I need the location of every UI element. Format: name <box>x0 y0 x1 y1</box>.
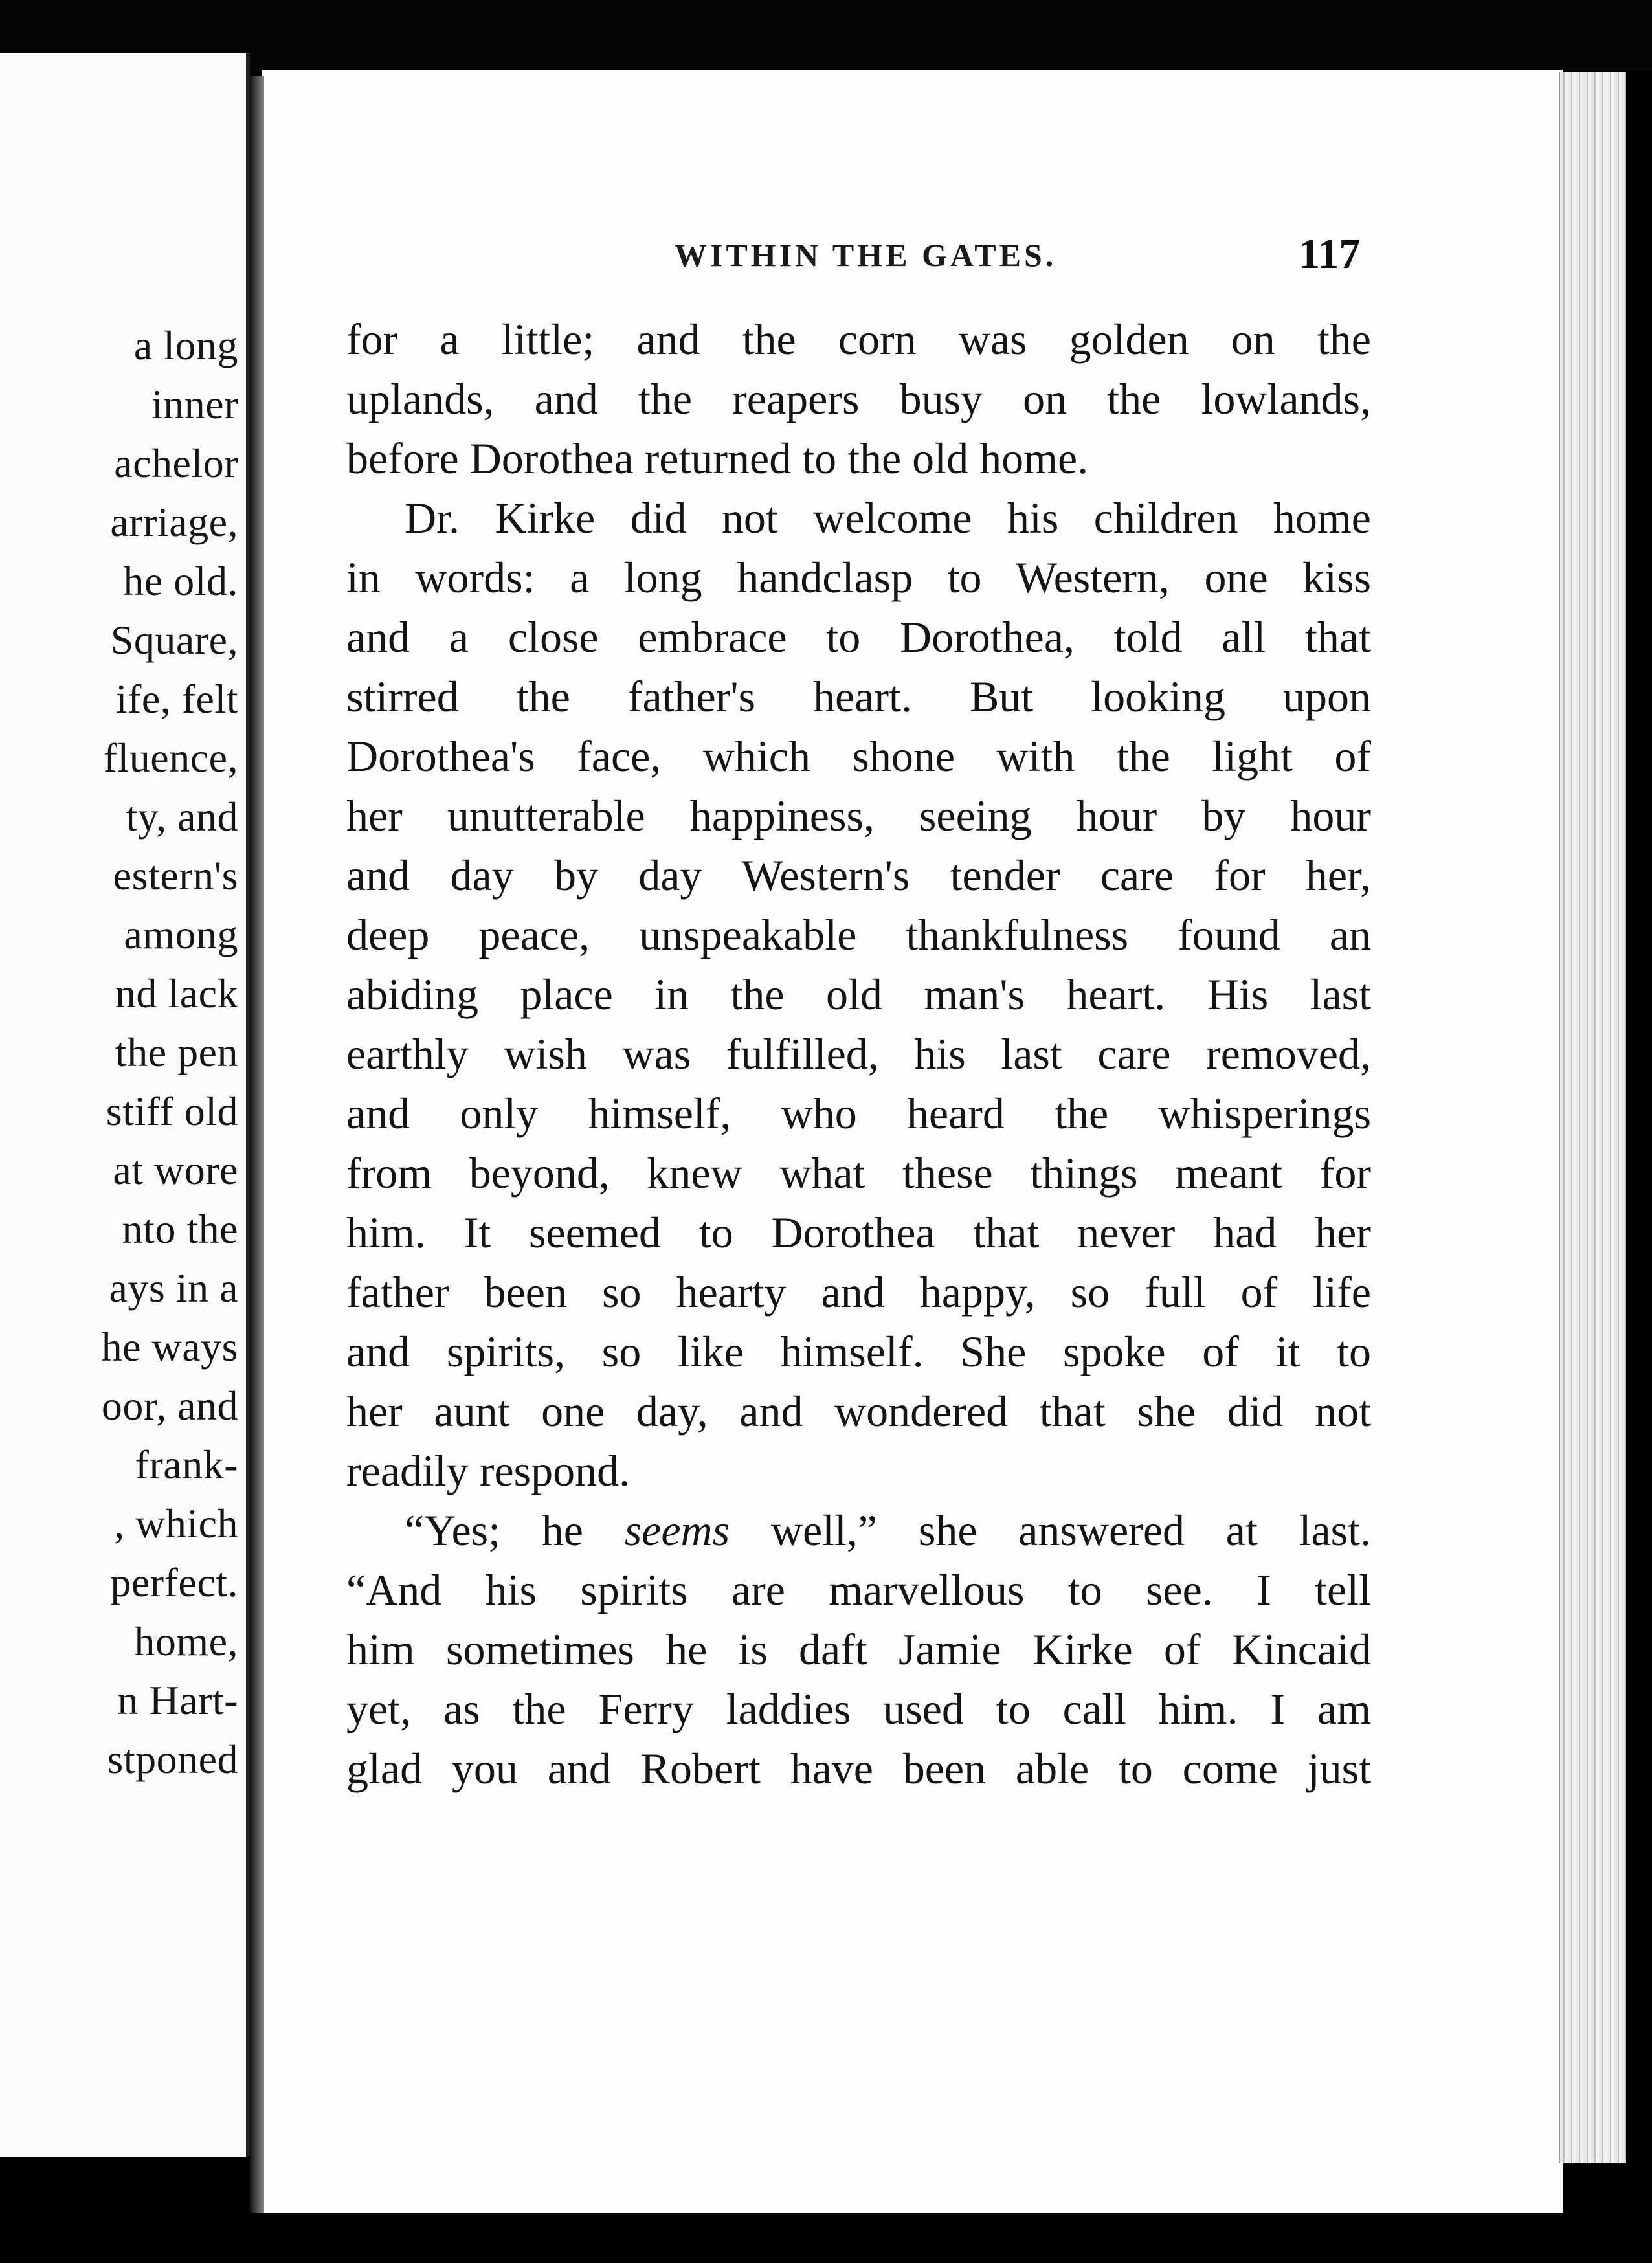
text-line: her unutterable happiness, seeing hour by hour <box>346 791 1371 840</box>
running-head: WITHIN THE GATES. <box>675 237 1057 273</box>
left-page-line: at wore <box>113 1147 238 1193</box>
left-page-line: ife, felt <box>115 676 238 722</box>
left-page-line: the pen <box>115 1029 238 1075</box>
left-page-line: oor, and <box>101 1383 238 1429</box>
paragraph-start: Dr. Kirke did not welcome his children home <box>405 493 1371 542</box>
left-page-line: home, <box>134 1618 238 1664</box>
left-page-line: he old. <box>123 558 238 604</box>
text-line: readily respond. <box>346 1446 631 1495</box>
left-page-line: nto the <box>122 1206 238 1252</box>
text-line: abiding place in the old man's heart. His last <box>346 970 1371 1019</box>
text-line: before Dorothea returned to the old home. <box>346 434 1089 483</box>
text-line: deep peace, unspeakable thankfulness found an <box>346 910 1371 959</box>
left-page-line: among <box>124 911 238 957</box>
left-page-line: achelor <box>114 440 238 486</box>
text-line: “And his spirits are marvellous to see. I tell <box>346 1565 1371 1614</box>
text-line: uplands, and the reapers busy on the lowlands, <box>346 374 1371 423</box>
page-edge-stack <box>1559 72 1626 2163</box>
text-line: glad you and Robert have been able to come just <box>346 1744 1371 1793</box>
text-line: her aunt one day, and wondered that she did not <box>346 1387 1371 1436</box>
text-line: and day by day Western's tender care for her, <box>346 851 1371 900</box>
left-page-line: he ways <box>101 1324 238 1370</box>
text-line: in words: a long handclasp to Western, one kiss <box>346 553 1371 602</box>
left-page-line: nd lack <box>115 970 238 1016</box>
paragraph-start <box>346 1500 1371 1560</box>
text-line: him. It seemed to Dorothea that never had her <box>346 1208 1371 1257</box>
left-page-line: stponed <box>107 1736 238 1782</box>
body-text <box>346 309 1371 1798</box>
left-page-line: fluence, <box>103 735 238 781</box>
left-page-line: ays in a <box>109 1265 238 1311</box>
left-page-line: , which <box>114 1500 238 1546</box>
text-line: from beyond, knew what these things meant for <box>346 1148 1371 1198</box>
left-page-fragment <box>0 53 250 2157</box>
text-line: yet, as the Ferry laddies used to call him. I am <box>346 1684 1371 1733</box>
quote-open-segment: “Yes; he <box>405 1506 583 1555</box>
text-line: stirred the father's heart. But looking upon <box>346 672 1371 721</box>
text-line: for a little; and the corn was golden on the <box>346 315 1371 364</box>
text-line: him sometimes he is daft Jamie Kirke of Kincaid <box>346 1625 1371 1674</box>
text-line: Dorothea's face, which shone with the light of <box>346 731 1371 781</box>
left-page-line: a long <box>133 322 238 368</box>
italic-emphasis: seems <box>624 1506 730 1555</box>
left-page-line: inner <box>151 381 238 427</box>
left-page-line: Square, <box>110 617 238 663</box>
left-page-line: ty, and <box>126 794 238 840</box>
text-line: and spirits, so like himself. She spoke of it to <box>346 1327 1371 1376</box>
left-page-line: estern's <box>113 853 238 898</box>
left-page-line: n Hart- <box>117 1677 238 1723</box>
page-number: 117 <box>1299 230 1361 278</box>
left-page-line: arriage, <box>110 499 238 545</box>
text-line: and only himself, who heard the whisperings <box>346 1089 1371 1138</box>
left-page-line: frank- <box>135 1442 238 1488</box>
quote-close-segment: well,” she answered at last. <box>770 1506 1372 1555</box>
text-line: father been so hearty and happy, so full of life <box>346 1267 1371 1317</box>
left-page-line: perfect. <box>110 1559 238 1605</box>
book-gutter <box>250 76 264 2213</box>
left-page-line: stiff old <box>106 1088 238 1134</box>
text-line: earthly wish was fulfilled, his last care removed, <box>346 1029 1371 1078</box>
text-line: and a close embrace to Dorothea, told all that <box>346 612 1371 662</box>
